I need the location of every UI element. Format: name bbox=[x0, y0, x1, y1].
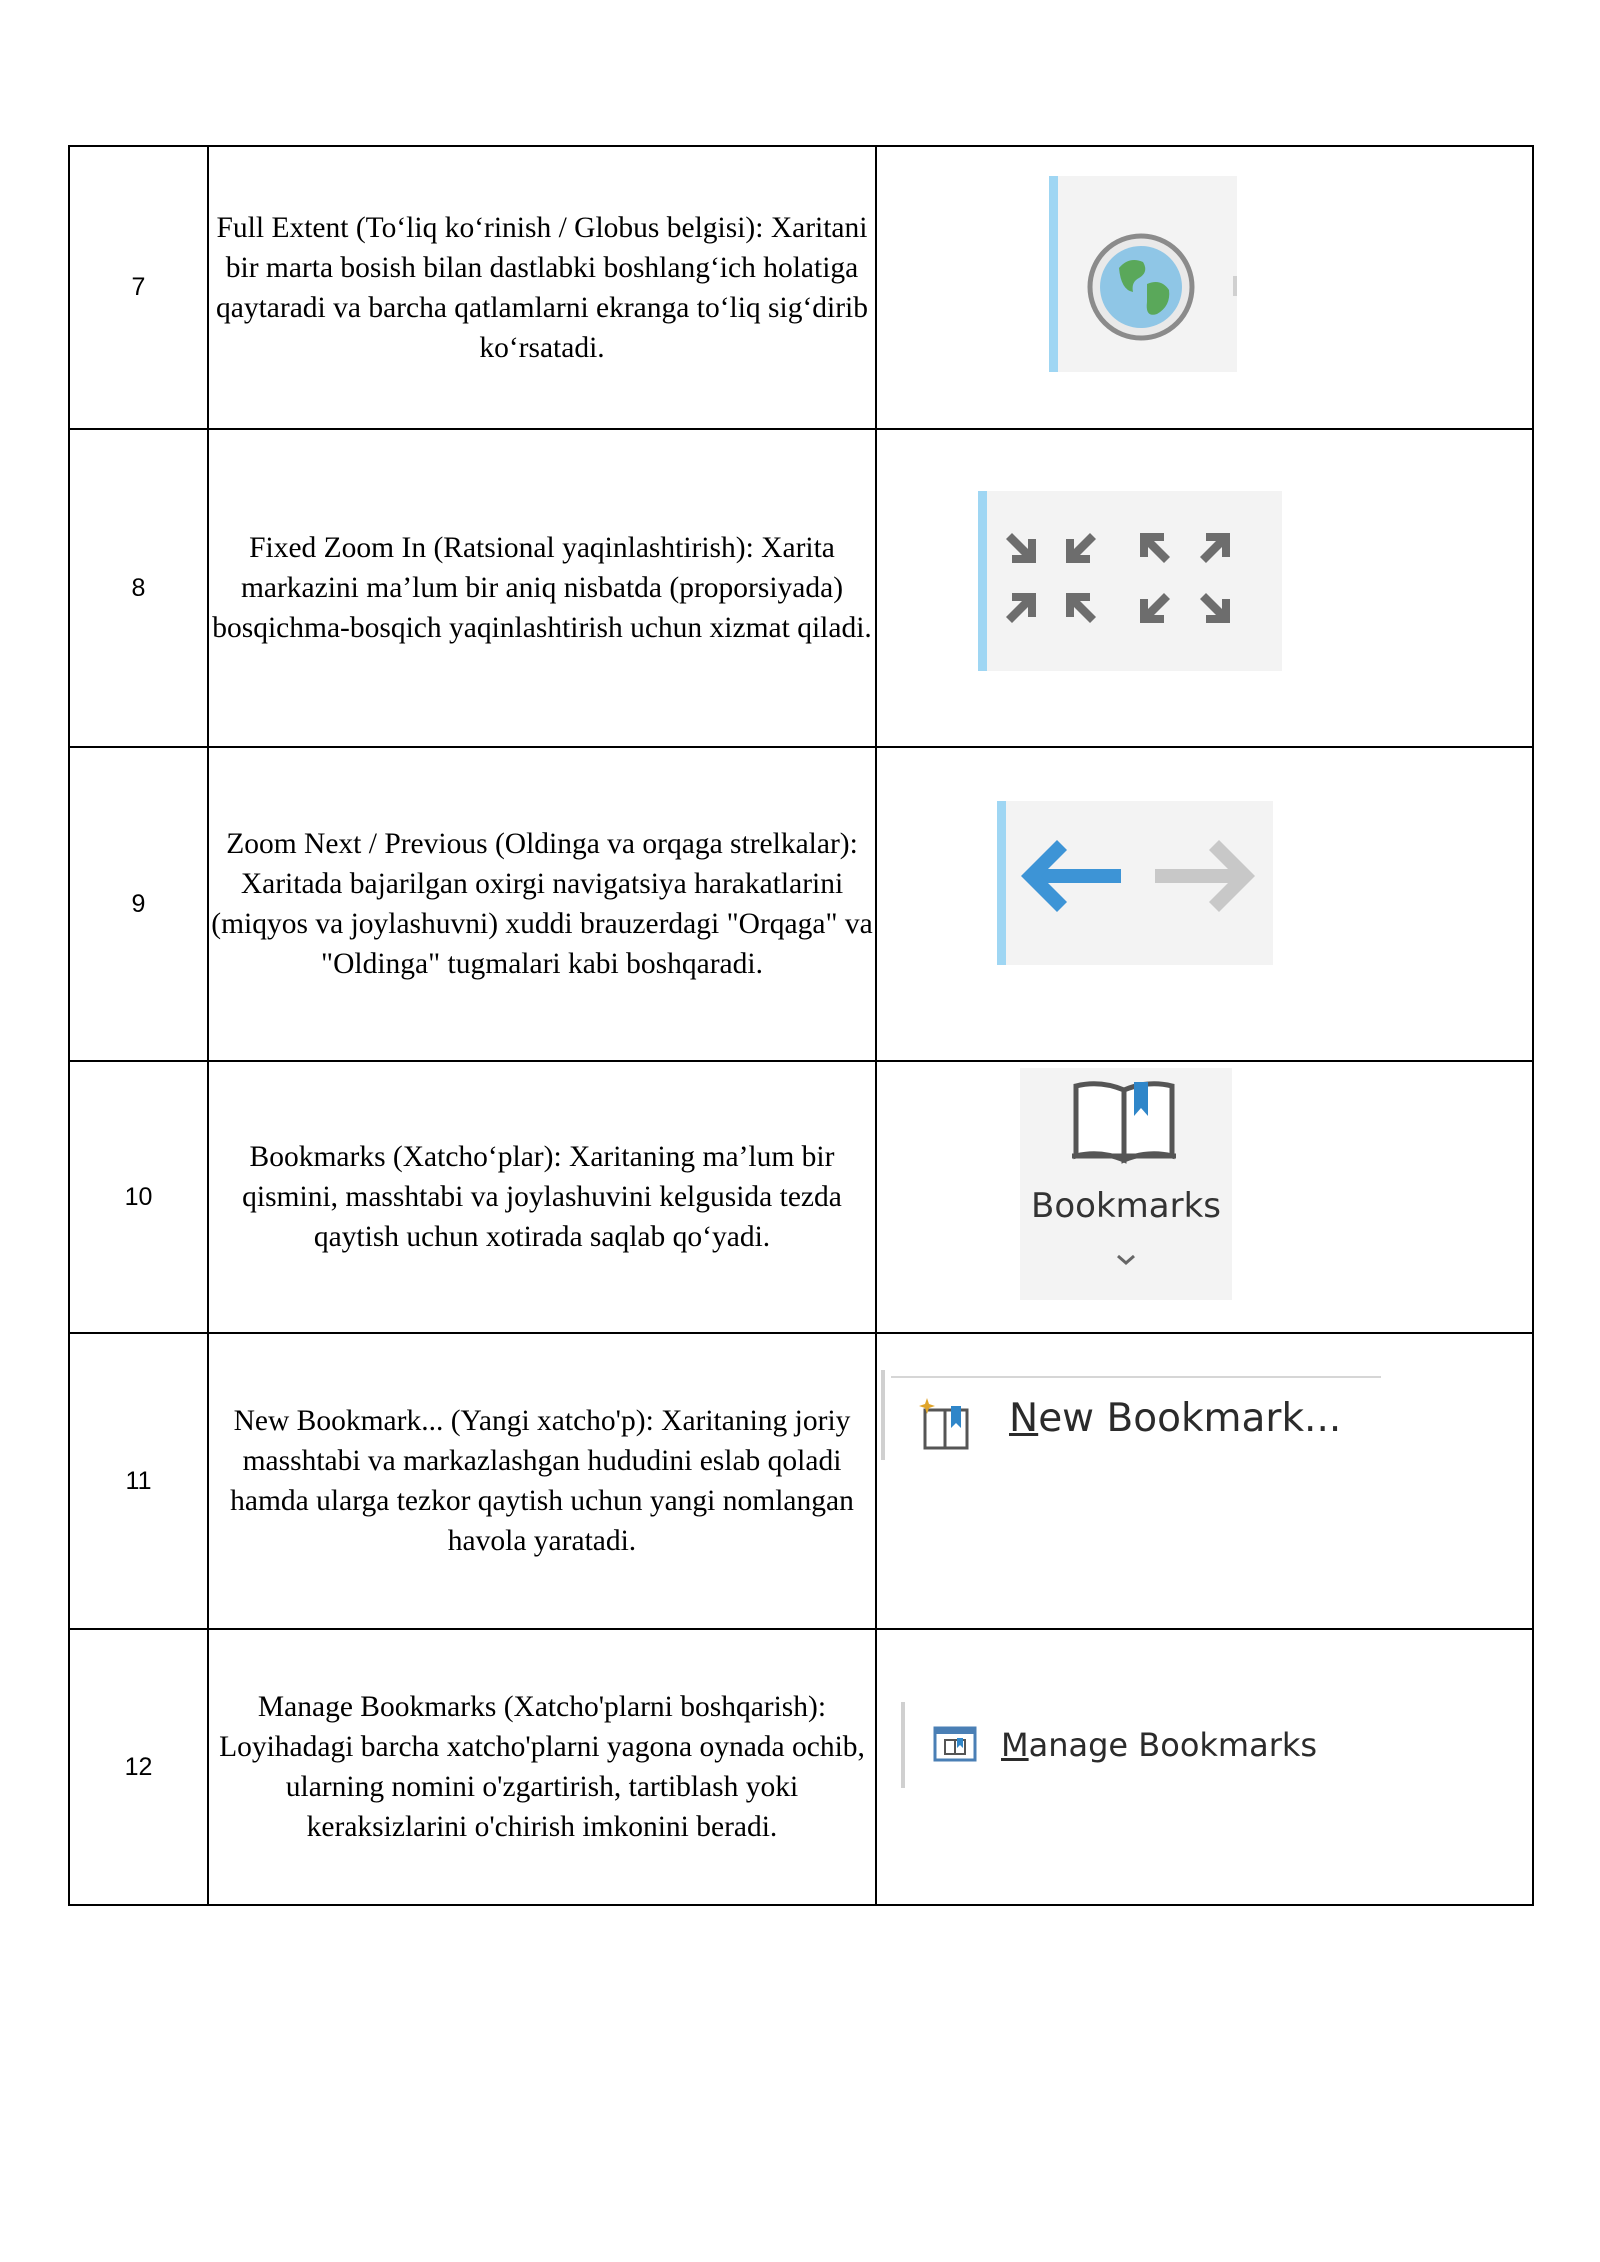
table-row bbox=[69, 146, 1533, 429]
row-number: 8 bbox=[69, 429, 208, 747]
row-number: 12 bbox=[69, 1629, 208, 1905]
row-number: 9 bbox=[69, 747, 208, 1061]
back-arrow-icon bbox=[1021, 840, 1121, 912]
row-illustration bbox=[876, 1629, 1533, 1905]
table-row bbox=[69, 747, 1533, 1061]
zoom-previous-next-buttons[interactable] bbox=[997, 801, 1273, 965]
row-description: Fixed Zoom In (Ratsional yaqinlashtirish): Xarita markazini ma’lum bir aniq nisbatda (proporsiyada) bosqichma-bosqich yaqinlashtirish uchun xizmat qiladi. bbox=[208, 429, 876, 747]
chevron-down-icon bbox=[1020, 1246, 1232, 1276]
bookmarks-book-icon bbox=[1020, 1068, 1232, 1178]
globe-icon bbox=[1049, 176, 1237, 372]
row-number: 10 bbox=[69, 1061, 208, 1333]
fixed-zoom-buttons[interactable] bbox=[978, 491, 1282, 671]
row-illustration bbox=[876, 1061, 1533, 1333]
row-description: Bookmarks (Xatcho‘plar): Xaritaning ma’lum bir qismini, masshtabi va joylashuvini kelgusida tezda qaytish uchun xotirada saqlab qo‘yadi. bbox=[208, 1061, 876, 1333]
row-illustration bbox=[876, 146, 1533, 429]
manage-bookmarks-icon bbox=[931, 1724, 981, 1768]
forward-arrow-icon bbox=[1155, 840, 1255, 912]
bookmarks-label: Bookmarks bbox=[1031, 1186, 1221, 1226]
table-row bbox=[69, 1333, 1533, 1629]
table-row bbox=[69, 1061, 1533, 1333]
full-extent-button[interactable] bbox=[1049, 176, 1237, 372]
table-row bbox=[69, 429, 1533, 747]
row-description: Full Extent (To‘liq ko‘rinish / Globus belgisi): Xaritani bir marta bosish bilan dastlabki boshlang‘ich holatiga qaytaradi va barcha qatlamlarni ekranga to‘liq sig‘dirib ko‘rsatadi. bbox=[208, 146, 876, 429]
row-illustration bbox=[876, 747, 1533, 1061]
menu-gutter-line bbox=[881, 1370, 885, 1460]
manage-bookmarks-label: Manage Bookmarks bbox=[1001, 1726, 1318, 1764]
row-number: 11 bbox=[69, 1333, 208, 1629]
new-bookmark-label: New Bookmark... bbox=[1009, 1396, 1342, 1441]
row-illustration bbox=[876, 429, 1533, 747]
tools-table bbox=[68, 145, 1534, 1906]
table-row bbox=[69, 1629, 1533, 1905]
row-description: Zoom Next / Previous (Oldinga va orqaga strelkalar): Xaritada bajarilgan oxirgi navigatsiya harakatlarini (miqyos va joylashuvni) xuddi brauzerdagi "Orqaga" va "Oldinga" tugmalari kabi boshqaradi. bbox=[208, 747, 876, 1061]
back-forward-arrows-icon bbox=[997, 801, 1273, 965]
new-bookmark-menu-item[interactable] bbox=[877, 1334, 1397, 1474]
row-illustration bbox=[876, 1333, 1533, 1629]
manage-bookmarks-menu-item[interactable] bbox=[877, 1630, 1337, 1810]
fixed-zoom-arrows-icon bbox=[978, 491, 1282, 671]
row-number: 7 bbox=[69, 146, 208, 429]
new-bookmark-icon bbox=[915, 1396, 985, 1456]
menu-gutter-line bbox=[901, 1702, 905, 1788]
row-description: New Bookmark... (Yangi xatcho'p): Xaritaning joriy masshtabi va markazlashgan hududini eslab qoladi hamda ularga tezkor qaytish uchun yangi nomlangan havola yaratadi. bbox=[208, 1333, 876, 1629]
row-description: Manage Bookmarks (Xatcho'plarni boshqarish): Loyihadagi barcha xatcho'plarni yagona oynada ochib, ularning nomini o'zgartirish, tartiblash yoki keraksizlarini o'chirish imkonini beradi. bbox=[208, 1629, 876, 1905]
bookmarks-button[interactable] bbox=[1020, 1068, 1232, 1300]
menu-divider bbox=[891, 1376, 1381, 1378]
